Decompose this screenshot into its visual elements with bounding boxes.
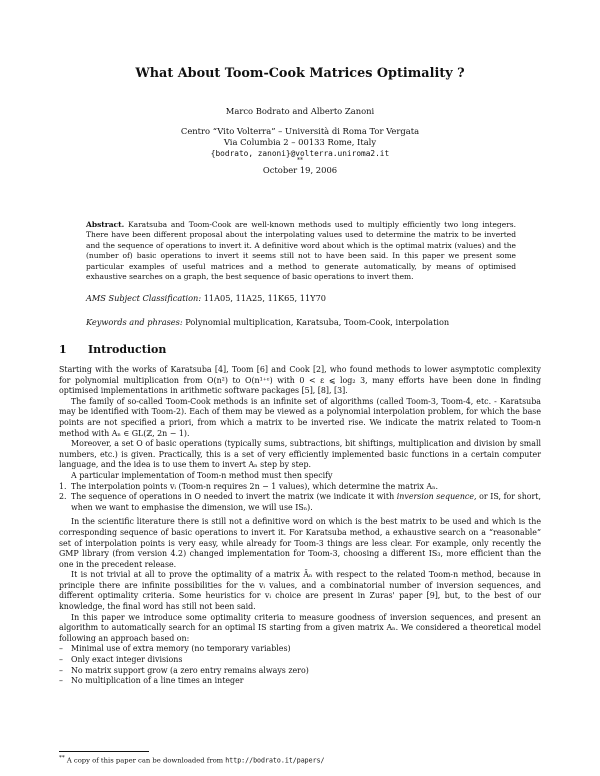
section-title: Introduction <box>88 343 167 356</box>
list-item <box>59 666 541 677</box>
abstract-label: Abstract. <box>86 220 125 229</box>
list-item <box>59 482 541 493</box>
author-email: {bodrato, zanoni}@volterra.uniroma2.it <box>210 149 390 158</box>
list-item-text: Only exact integer divisions <box>71 655 183 665</box>
list-item-text: , or IS, for short, when we want to emphasise the dimension, we will use ISₙ). <box>71 492 541 512</box>
list-item <box>59 676 541 687</box>
list-item-text: No matrix support grow (a zero entry remains always zero) <box>71 665 309 675</box>
footnote-text: A copy of this paper can be downloaded from <box>66 756 224 765</box>
bullet-marker: – <box>59 655 63 665</box>
keywords-label: Keywords and phrases: <box>86 317 183 327</box>
bullet-list <box>59 644 541 686</box>
keywords <box>86 317 516 328</box>
paragraph-5: In the scientific literature there is still not a definitive word on which is the best matrix to be used and which is the corresponding sequence of basic operations to invert it. For Karatsuba method, a exhaustive search on a “reasonable” set of interpolation points is very easy, while already for Toom-3 things are less clear. For example, only recently the GMP library (from version 4.2) changed implementation for Toom-3, choosing a different IS₃, more efficient than the one in the precedent release. <box>59 517 541 569</box>
abstract-text: Karatsuba and Toom-Cook are well-known methods used to multiply efficiently two long integers. There have been different proposal about the interpolating values used to determine the matrix to be inverted and the sequence of operations to invert it. A definitive word about which is the optimal matrix (values) and the (number of) basic operations to invert it seems still not to have been said. In this paper we present some particular examples of useful matrices and a method to generate automatically, by means of optimised exhaustive searches on a graph, the best sequence of basic operations to invert them. <box>86 220 516 282</box>
list-item-emphasis: inversion sequence <box>396 492 474 502</box>
list-item-text: Minimal use of extra memory (no temporary variables) <box>71 644 291 654</box>
bullet-marker: – <box>59 644 63 654</box>
paper-date: October 19, 2006 <box>262 165 338 175</box>
paper-authors: Marco Bodrato and Alberto Zanoni <box>225 106 375 116</box>
footnote-mark: ** <box>59 755 65 761</box>
keywords-value: Polynomial multiplication, Karatsuba, Toom-Cook, interpolation <box>185 317 450 327</box>
footnote <box>59 754 325 765</box>
paper-title: What About Toom-Cook Matrices Optimality ? <box>135 66 465 81</box>
bullet-marker: – <box>59 665 63 675</box>
list-item-text: The sequence of operations in O needed to invert the matrix (we indicate it with <box>71 492 395 502</box>
footnote-url[interactable]: http://bodrato.it/papers/ <box>225 756 325 765</box>
list-marker: 2. <box>59 492 67 502</box>
affiliation-line-2: Via Columbia 2 – 00133 Rome, Italy <box>223 137 377 147</box>
bullet-marker: – <box>59 676 63 686</box>
paragraph-3: Moreover, a set O of basic operations (typically sums, subtractions, bit shiftings, multiplication and division by small numbers, etc.) is given. Practically, this is a set of very efficiently implemented basic functions in a certain computer language, and the idea is to use them to invert Aₙ step by step. <box>59 439 541 470</box>
ams-label: AMS Subject Classification: <box>86 293 202 303</box>
introduction-body <box>59 365 541 687</box>
footnote-rule <box>59 751 149 752</box>
paragraph-1: Starting with the works of Karatsuba [4], Toom [6] and Cook [2], who found methods to lower asymptotic complexity for polynomial multiplication from O(n²) to O(n¹⁺ᵋ) with 0 < ε ⩽ log₂ 3, many efforts have been done in finding optimised implementations in arithmetic software packages [5], [8], [3]. <box>59 365 541 396</box>
list-item <box>59 492 541 513</box>
ams-classification <box>86 293 516 304</box>
ams-value: 11A05, 11A25, 11K65, 11Y70 <box>203 293 326 303</box>
list-item-text: No multiplication of a line times an integer <box>71 676 244 686</box>
list-item <box>59 655 541 666</box>
paragraph-2: The family of so-called Toom-Cook methods is an infinite set of algorithms (called Toom-3, Toom-4, etc. - Karatsuba may be identified with Toom-2). Each of them may be viewed as a polynomial interpolation problem, for which the base points are not specified a priori, from which a matrix to be inverted rise. We indicate the matrix related to Toom-n method with Aₙ ∈ GL(ℤ, 2n − 1). <box>59 396 541 438</box>
paragraph-4: A particular implementation of Toom-n method must then specify <box>71 470 333 480</box>
abstract <box>86 220 516 282</box>
list-item-text: The interpolation points vᵢ (Toom-n requires 2n − 1 values), which determine the matrix Aₙ. <box>71 481 439 491</box>
list-marker: 1. <box>59 481 67 491</box>
section-number: 1 <box>59 343 67 356</box>
affiliation-line-1: Centro “Vito Volterra” – Università di Roma Tor Vergata <box>180 126 420 136</box>
footnote-marker: ** <box>297 157 303 164</box>
paragraph-7: In this paper we introduce some optimality criteria to measure goodness of inversion sequences, and present an algorithm to automatically search for an optimal IS starting from a given matrix Aₙ. We considered a theoretical model following an approach based on: <box>59 612 541 643</box>
section-heading <box>59 343 166 356</box>
numbered-list <box>59 482 541 514</box>
list-item <box>59 644 541 655</box>
paragraph-6: It is not trivial at all to prove the optimality of a matrix Āₙ with respect to the related Toom-n method, because in principle there are infinite possibilities for the vᵢ values, and a combinatorial number of inversion sequences, and different optimality criteria. Some heuristics for vᵢ choice are present in Zuras' paper [9], but, to the best of our knowledge, the final word has still not been said. <box>59 570 541 612</box>
